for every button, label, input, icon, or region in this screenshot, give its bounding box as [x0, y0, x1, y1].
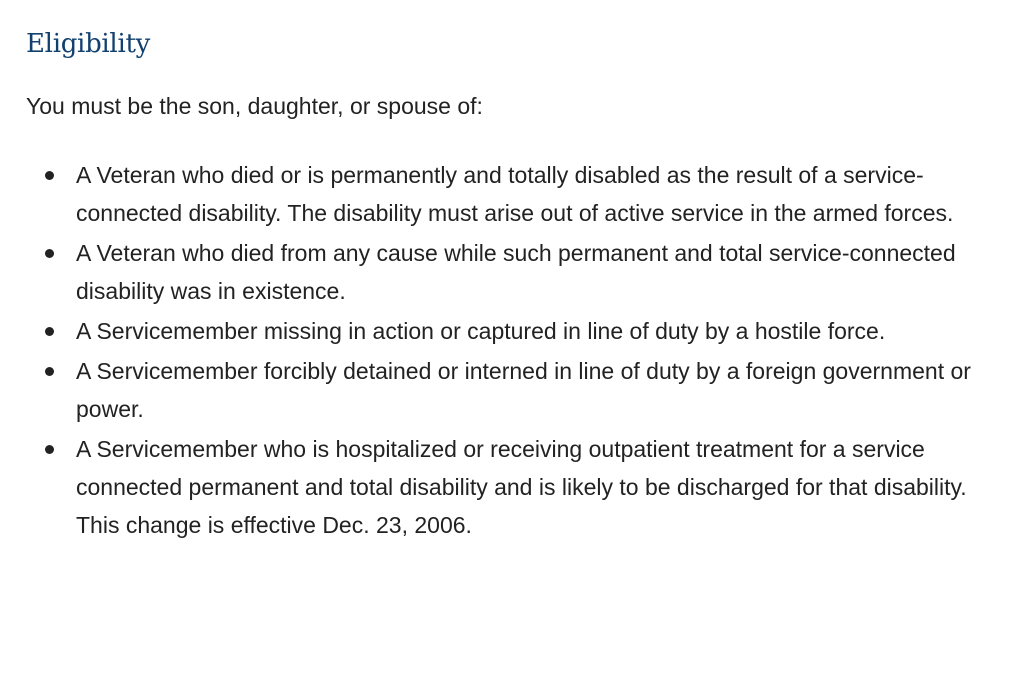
list-item-text: A Servicemember missing in action or captured in line of duty by a hostile force.	[76, 318, 886, 344]
bullet-icon	[45, 327, 54, 336]
list-item-text: A Veteran who died from any cause while such permanent and total service-connected disability was in existence.	[76, 240, 956, 304]
list-item	[26, 312, 976, 350]
list-item	[26, 430, 976, 544]
list-item-text: A Veteran who died or is permanently and totally disabled as the result of a service-connected disability. The disability must arise out of active service in the armed forces.	[76, 162, 954, 226]
section-heading: Eligibility	[26, 29, 150, 59]
list-item-text: A Servicemember forcibly detained or interned in line of duty by a foreign government or power.	[76, 358, 971, 422]
list-item	[26, 352, 976, 428]
bullet-icon	[45, 445, 54, 454]
eligibility-section	[26, 24, 986, 546]
list-item	[26, 234, 976, 310]
intro-text: You must be the son, daughter, or spouse of:	[26, 93, 483, 119]
list-item	[26, 156, 976, 232]
bullet-icon	[45, 249, 54, 258]
list-item-text: A Servicemember who is hospitalized or receiving outpatient treatment for a service connected permanent and total disability and is likely to be discharged for that disability. This change is effective Dec. 23, 2006.	[76, 436, 967, 538]
bullet-icon	[45, 367, 54, 376]
bullet-icon	[45, 171, 54, 180]
eligibility-list	[26, 156, 986, 544]
